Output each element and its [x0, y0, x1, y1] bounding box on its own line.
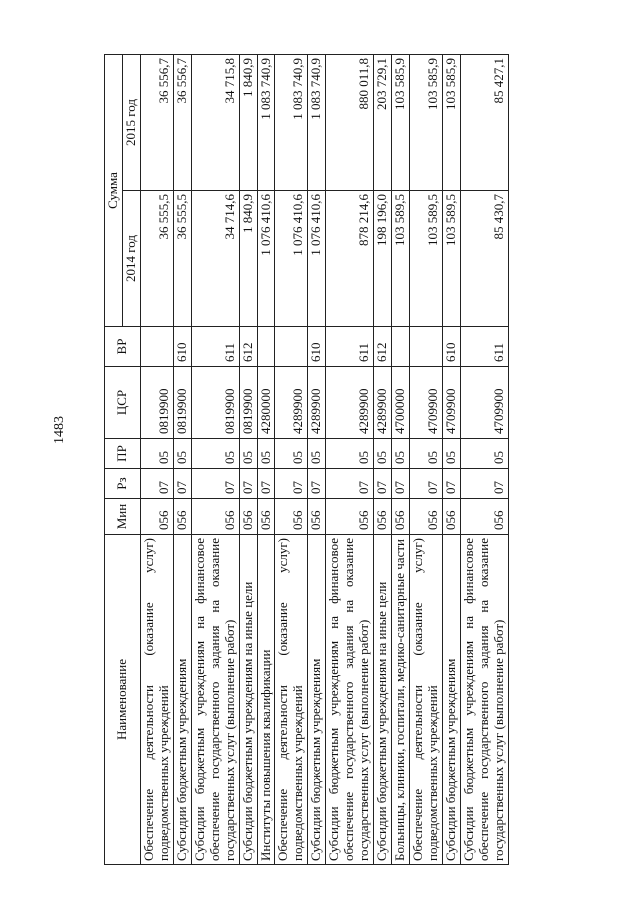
row-vr: 611 — [191, 327, 239, 367]
rotated-table-sheet — [104, 55, 544, 865]
row-sum-2014: 34 714,6 — [191, 191, 239, 327]
row-name: Субсидии бюджетным учреждениям — [173, 535, 191, 865]
header-name: Наименование — [105, 535, 141, 865]
row-min: 056 — [460, 499, 508, 535]
row-min: 056 — [140, 499, 173, 535]
row-name: Институты повышения квалификации — [257, 535, 275, 865]
header-min: Мин — [105, 499, 141, 535]
row-name: Больницы, клиники, госпитали, медико-санитарные части — [392, 535, 410, 865]
row-sum-2014: 1 840,9 — [239, 191, 257, 327]
row-sum-2014: 103 589,5 — [442, 191, 460, 327]
row-rz: 07 — [239, 469, 257, 499]
table-row — [374, 55, 392, 865]
row-rz: 07 — [257, 469, 275, 499]
table-row — [275, 55, 308, 865]
row-rz: 07 — [442, 469, 460, 499]
row-sum-2015: 1 083 740,9 — [275, 55, 308, 191]
row-csr: 0819900 — [191, 367, 239, 439]
row-sum-2015: 36 556,7 — [173, 55, 191, 191]
row-vr: 610 — [173, 327, 191, 367]
row-csr: 0819900 — [239, 367, 257, 439]
row-name: Субсидии бюджетным учреждениям на финансовое обеспечение государственного задания на оказание государственных услуг (выполнение работ) — [191, 535, 239, 865]
table-row — [257, 55, 275, 865]
row-pr: 05 — [409, 439, 442, 469]
header-2015: 2015 год — [122, 55, 140, 191]
row-pr: 05 — [326, 439, 374, 469]
table-row — [173, 55, 191, 865]
row-name: Субсидии бюджетным учреждениям — [308, 535, 326, 865]
row-name: Субсидии бюджетным учреждениям — [442, 535, 460, 865]
row-name: Субсидии бюджетным учреждениям на финансовое обеспечение государственного задания на оказание государственных услуг (выполнение работ) — [460, 535, 508, 865]
row-vr: 610 — [308, 327, 326, 367]
row-pr: 05 — [173, 439, 191, 469]
row-sum-2015: 203 729,1 — [374, 55, 392, 191]
row-pr: 05 — [140, 439, 173, 469]
row-sum-2014: 36 555,5 — [173, 191, 191, 327]
row-csr: 0819900 — [173, 367, 191, 439]
row-sum-2014: 1 076 410,6 — [257, 191, 275, 327]
row-csr: 4709900 — [409, 367, 442, 439]
row-csr: 4700000 — [392, 367, 410, 439]
row-name: Субсидии бюджетным учреждениям на финансовое обеспечение государственного задания на оказание государственных услуг (выполнение работ) — [326, 535, 374, 865]
table-row — [442, 55, 460, 865]
row-rz: 07 — [140, 469, 173, 499]
row-vr: 610 — [442, 327, 460, 367]
table-row — [392, 55, 410, 865]
row-rz: 07 — [173, 469, 191, 499]
row-csr: 4289900 — [374, 367, 392, 439]
row-name: Обеспечение деятельности (оказание услуг) подведомственных учреждений — [409, 535, 442, 865]
row-rz: 07 — [392, 469, 410, 499]
row-pr: 05 — [442, 439, 460, 469]
row-min: 056 — [392, 499, 410, 535]
row-min: 056 — [191, 499, 239, 535]
row-vr: 611 — [326, 327, 374, 367]
row-name: Субсидии бюджетным учреждениям на иные цели — [239, 535, 257, 865]
row-vr — [275, 327, 308, 367]
row-sum-2015: 1 083 740,9 — [308, 55, 326, 191]
row-sum-2015: 1 840,9 — [239, 55, 257, 191]
row-vr — [257, 327, 275, 367]
table-body — [140, 55, 508, 865]
row-vr — [392, 327, 410, 367]
row-min: 056 — [442, 499, 460, 535]
row-sum-2015: 880 011,8 — [326, 55, 374, 191]
row-sum-2014: 103 589,5 — [409, 191, 442, 327]
row-min: 056 — [239, 499, 257, 535]
header-rz: Рз — [105, 469, 141, 499]
row-vr: 611 — [460, 327, 508, 367]
row-rz: 07 — [326, 469, 374, 499]
header-vr: ВР — [105, 327, 141, 367]
row-csr: 4289900 — [308, 367, 326, 439]
row-pr: 05 — [191, 439, 239, 469]
header-pr: ПР — [105, 439, 141, 469]
row-rz: 07 — [191, 469, 239, 499]
row-sum-2015: 103 585,9 — [442, 55, 460, 191]
row-min: 056 — [275, 499, 308, 535]
row-min: 056 — [409, 499, 442, 535]
row-min: 056 — [173, 499, 191, 535]
row-sum-2014: 103 589,5 — [392, 191, 410, 327]
row-rz: 07 — [275, 469, 308, 499]
row-sum-2015: 103 585,9 — [409, 55, 442, 191]
row-pr: 05 — [275, 439, 308, 469]
table-row — [140, 55, 173, 865]
row-csr: 4709900 — [442, 367, 460, 439]
table-row — [409, 55, 442, 865]
row-csr: 4289900 — [275, 367, 308, 439]
row-sum-2015: 36 556,7 — [140, 55, 173, 191]
row-vr — [409, 327, 442, 367]
header-csr: ЦСР — [105, 367, 141, 439]
row-vr — [140, 327, 173, 367]
row-min: 056 — [326, 499, 374, 535]
row-rz: 07 — [409, 469, 442, 499]
row-pr: 05 — [460, 439, 508, 469]
row-name: Обеспечение деятельности (оказание услуг) подведомственных учреждений — [275, 535, 308, 865]
row-sum-2014: 36 555,5 — [140, 191, 173, 327]
row-vr: 612 — [239, 327, 257, 367]
row-csr: 4289900 — [326, 367, 374, 439]
row-min: 056 — [308, 499, 326, 535]
row-sum-2014: 1 076 410,6 — [308, 191, 326, 327]
row-csr: 4709900 — [460, 367, 508, 439]
row-rz: 07 — [460, 469, 508, 499]
row-min: 056 — [257, 499, 275, 535]
page-number: 1483 — [52, 416, 67, 444]
row-rz: 07 — [308, 469, 326, 499]
table-row — [191, 55, 239, 865]
row-sum-2014: 198 196,0 — [374, 191, 392, 327]
row-sum-2015: 85 427,1 — [460, 55, 508, 191]
row-name: Субсидии бюджетным учреждениям на иные цели — [374, 535, 392, 865]
table-row — [460, 55, 508, 865]
row-sum-2015: 1 083 740,9 — [257, 55, 275, 191]
row-pr: 05 — [239, 439, 257, 469]
header-sum: Сумма — [105, 55, 123, 327]
row-pr: 05 — [257, 439, 275, 469]
table-row — [326, 55, 374, 865]
row-name: Обеспечение деятельности (оказание услуг) подведомственных учреждений — [140, 535, 173, 865]
row-pr: 05 — [392, 439, 410, 469]
row-csr: 0819900 — [140, 367, 173, 439]
row-min: 056 — [374, 499, 392, 535]
row-sum-2014: 85 430,7 — [460, 191, 508, 327]
row-pr: 05 — [308, 439, 326, 469]
budget-table — [104, 54, 509, 865]
row-sum-2014: 1 076 410,6 — [275, 191, 308, 327]
row-sum-2015: 103 585,9 — [392, 55, 410, 191]
header-2014: 2014 год — [122, 191, 140, 327]
row-vr: 612 — [374, 327, 392, 367]
row-sum-2014: 878 214,6 — [326, 191, 374, 327]
table-row — [308, 55, 326, 865]
row-sum-2015: 34 715,8 — [191, 55, 239, 191]
table-row — [239, 55, 257, 865]
row-pr: 05 — [374, 439, 392, 469]
row-csr: 4280000 — [257, 367, 275, 439]
row-rz: 07 — [374, 469, 392, 499]
